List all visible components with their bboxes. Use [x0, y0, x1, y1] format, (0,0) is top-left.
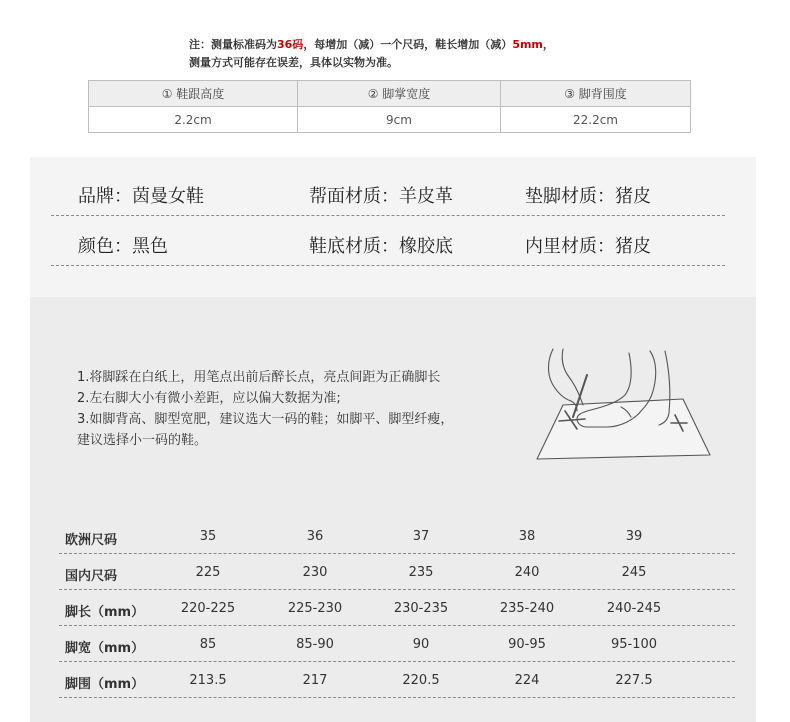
- size-cell: 217: [302, 673, 328, 688]
- size-cell: 37: [412, 529, 430, 544]
- size-row-foot-width: [59, 625, 735, 662]
- attr-color: 颜色：黑色: [78, 236, 168, 257]
- note-text: 注：测量标准码为: [189, 38, 277, 51]
- size-row-foot-length: [59, 589, 735, 626]
- size-cell: 213.5: [189, 673, 227, 688]
- size-cell: 90: [412, 637, 430, 652]
- size-cell: 85: [199, 637, 217, 652]
- size-guide-panel: [30, 297, 756, 722]
- size-cell: 220-225: [180, 601, 236, 616]
- header-heel-height: ① 鞋跟高度: [89, 81, 298, 107]
- size-cell: 235: [408, 565, 434, 580]
- size-row-cn: [59, 553, 735, 590]
- size-row-label: 脚宽（mm）: [65, 641, 145, 656]
- size-cell: 225-230: [287, 601, 343, 616]
- size-cell: 35: [199, 529, 217, 544]
- value-sole-width: 9cm: [298, 107, 501, 133]
- attr-upper-material: 帮面材质：羊皮革: [309, 186, 453, 207]
- size-cell: 230: [302, 565, 328, 580]
- product-attributes-panel: [30, 157, 756, 297]
- size-cell: 227.5: [615, 673, 653, 688]
- attr-brand: 品牌：茵曼女鞋: [78, 186, 204, 207]
- header-sole-width: ② 脚掌宽度: [298, 81, 501, 107]
- value-heel-height: 2.2cm: [89, 107, 298, 133]
- tip-line: 1.将脚踩在白纸上，用笔点出前后醉长点，亮点间距为正确脚长: [77, 370, 441, 385]
- size-cell: 90-95: [508, 637, 546, 652]
- attribute-row: [51, 217, 725, 266]
- value-instep-girth: 22.2cm: [501, 107, 691, 133]
- size-cell: 245: [621, 565, 647, 580]
- note-length-step: 5mm: [512, 38, 543, 51]
- size-cell: 36: [306, 529, 324, 544]
- size-row-eu: [59, 517, 735, 554]
- attr-sole-material: 鞋底材质：橡胶底: [309, 236, 453, 257]
- tip-line: 建议选择小一码的鞋。: [77, 433, 208, 448]
- foot-measuring-illustration-icon: [525, 347, 725, 462]
- size-cell: 39: [625, 529, 643, 544]
- tip-line: 2.左右脚大小有微小差距，应以偏大数据为准;: [77, 391, 341, 406]
- note-text: ，每增加（减）一个尺码，鞋长增加（减）: [303, 38, 513, 51]
- attr-insole-material: 垫脚材质：猪皮: [525, 186, 651, 207]
- attr-lining-material: 内里材质：猪皮: [525, 236, 651, 257]
- note-line-2: 测量方式可能存在误差，具体以实物为准。: [189, 56, 398, 69]
- size-row-label: 脚围（mm）: [65, 677, 145, 692]
- size-cell: 85-90: [296, 637, 334, 652]
- size-cell: 220.5: [402, 673, 440, 688]
- tip-line: 3.如脚背高、脚型宽肥，建议选大一码的鞋；如脚平、脚型纤瘦，: [77, 412, 454, 427]
- size-cell: 224: [514, 673, 540, 688]
- measurement-header-row: [89, 81, 691, 107]
- measurement-value-row: [89, 107, 691, 133]
- measuring-tips: [77, 367, 453, 451]
- size-row-label: 欧洲尺码: [65, 533, 118, 548]
- attribute-row: [51, 167, 725, 216]
- note-text: ，: [542, 38, 554, 51]
- measurement-note: [189, 36, 554, 72]
- size-cell: 38: [518, 529, 536, 544]
- note-line-1: [189, 36, 554, 54]
- measurement-table: [88, 80, 691, 133]
- size-row-foot-girth: [59, 661, 735, 698]
- size-cell: 240: [514, 565, 540, 580]
- size-row-label: 脚长（mm）: [65, 605, 145, 620]
- size-cell: 240-245: [606, 601, 662, 616]
- size-cell: 230-235: [393, 601, 449, 616]
- size-row-label: 国内尺码: [65, 569, 118, 584]
- size-cell: 95-100: [610, 637, 658, 652]
- header-instep-girth: ③ 脚背围度: [501, 81, 691, 107]
- note-standard-size: 36码: [277, 38, 304, 51]
- size-cell: 235-240: [499, 601, 555, 616]
- size-cell: 225: [195, 565, 221, 580]
